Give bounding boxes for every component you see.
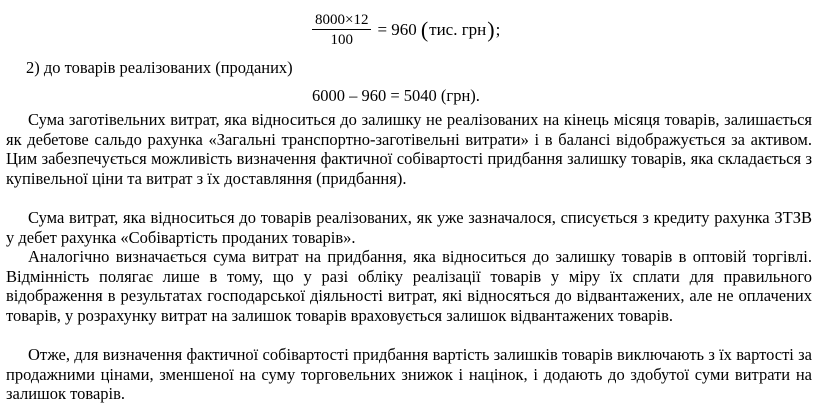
paren-open: (	[420, 17, 429, 42]
paragraph-1: Сума заготівельних витрат, яка відноситься до залишку не реалізованих на кінець місяця товарів, залишається як дебетове сальдо рахунка «Загальні транспортно-заготівельні витрати» і в балансі відображується за активом. Цим забезпечується можливість визначення фактичної собівартості придбання залишку товарів, яка складається з купівельної ціни та витрат з їх доставляння (придбання).	[6, 110, 812, 188]
formula-difference: 6000 – 960 = 5040 (грн).	[312, 86, 480, 105]
formula-result	[377, 19, 500, 41]
fraction	[312, 11, 371, 49]
fraction-denominator: 100	[330, 32, 353, 48]
list-item-2: 2) до товарів реалізованих (проданих)	[26, 58, 293, 77]
fraction-numerator: 8000×12	[312, 11, 371, 30]
formula-unit: тис. грн	[429, 20, 487, 39]
formula-terminator: ;	[495, 20, 501, 39]
paren-close: )	[487, 17, 495, 42]
paragraph-2: Сума витрат, яка відноситься до товарів реалізованих, як уже зазначалося, списується з кредиту рахунка ЗТЗВ у дебет рахунка «Собівартість проданих товарів».	[6, 208, 812, 247]
formula-equals: = 960	[377, 20, 417, 39]
paragraph-4: Отже, для визначення фактичної собівартості придбання вартість залишків товарів виключають з їх вартості за продажними цінами, зменшеної на суму торговельних знижок і націнок, і додають до здобутої суми витрати на залишок товарів.	[6, 345, 812, 404]
paragraph-3: Аналогічно визначається сума витрат на придбання, яка відноситься до залишку товарів в оптовій торгівлі. Відмінність полягає лише в тому, що у разі обліку реалізації товарів у міру їх сплати для правильного відображення в результатах господарської діяльності витрат, які відносяться до відвантажених, але не оплачених товарів, у розрахунку витрат на залишок товарів враховується залишок відвантажених товарів.	[6, 247, 812, 325]
formula-fraction	[312, 8, 500, 52]
